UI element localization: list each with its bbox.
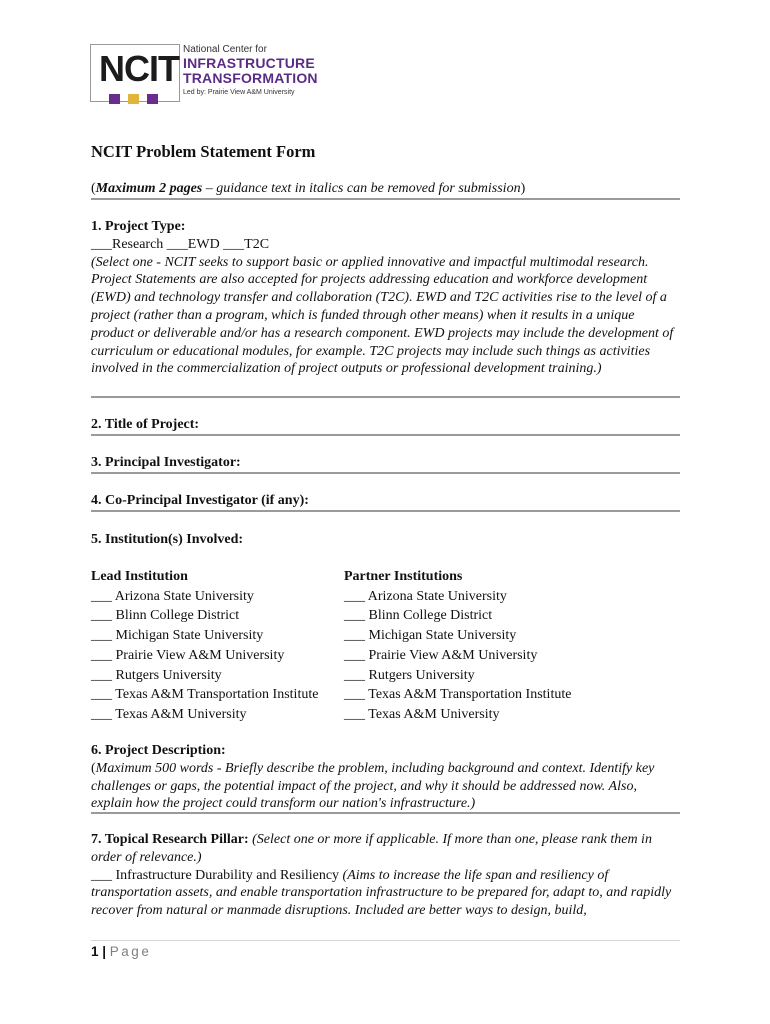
footer-separator: |: [98, 944, 110, 959]
list-item[interactable]: ___ Prairie View A&M University: [344, 647, 538, 663]
partner-institutions-heading: Partner Institutions: [344, 569, 463, 584]
page-label: Page: [109, 944, 152, 959]
list-item[interactable]: ___ Texas A&M Transportation Institute: [344, 687, 572, 703]
lead-institution-list: [91, 567, 318, 725]
logo-line-2: INFRASTRUCTURE: [183, 55, 315, 71]
project-type-note: (Select one - NCIT seeks to support basic or applied innovative and impactful multimodal research. Project Statements are also accepted for projects addressing education and workforce development (EWD) and technology transfer and collaboration (T2C). EWD and T2C activities rise to the level of a project (rather than a program, which is funded through other means) when it results in a unique product or deliverable and/or has a research component. EWD projects may include the development of curriculum or educational modules, for example. T2C projects may include such things as activities involved in the commercialization of project outputs or professional development training.): [91, 254, 674, 377]
divider: [91, 812, 680, 814]
section-heading: 6. Project Description:: [91, 743, 226, 758]
list-item[interactable]: ___ Rutgers University: [91, 667, 222, 683]
list-item[interactable]: ___ Blinn College District: [344, 608, 493, 624]
lead-institution-heading: Lead Institution: [91, 569, 188, 584]
divider: [91, 198, 680, 200]
divider: [91, 510, 680, 512]
divider: [91, 472, 680, 474]
guidance-open: (: [91, 181, 96, 196]
section-project-description: [91, 742, 681, 813]
list-item[interactable]: ___ Rutgers University: [344, 667, 475, 683]
section-project-type: [91, 218, 681, 378]
list-item[interactable]: ___ Prairie View A&M University: [91, 647, 285, 663]
logo-squares-icon: [109, 91, 166, 109]
research-pillar-note: (Select one or more if applicable. If more than one, please rank them in order of relevance.): [91, 832, 652, 865]
institutions-label: 5. Institution(s) Involved:: [91, 532, 244, 547]
list-item[interactable]: ___ Texas A&M University: [344, 706, 500, 722]
principal-investigator-label: 3. Principal Investigator:: [91, 455, 241, 470]
page-footer: [91, 944, 151, 959]
list-item[interactable]: ___ Michigan State University: [344, 628, 517, 644]
logo-line-4: Led by: Prairie View A&M University: [183, 89, 295, 96]
list-item[interactable]: ___ Texas A&M Transportation Institute: [91, 687, 319, 703]
pillar-item-note: (Aims to increase the life span and resiliency of transportation assets, and enable transportation infrastructure to be prepared for, adapt to, and rapidly recover from natural or manmade disruptions. Included are better ways to design, build,: [91, 867, 672, 919]
guidance-close: ): [520, 181, 526, 196]
page-title: NCIT Problem Statement Form: [91, 142, 316, 161]
guidance-bold: Maximum 2 pages: [95, 181, 203, 196]
co-pi-label: 4. Co-Principal Investigator (if any):: [91, 493, 309, 508]
list-item[interactable]: [91, 867, 681, 920]
logo-line-1: National Center for: [183, 44, 267, 55]
section-heading: 7. Topical Research Pillar:: [91, 832, 249, 847]
research-pillar-intro: [91, 831, 681, 867]
title-of-project-label: 2. Title of Project:: [91, 417, 200, 432]
partner-institutions-list: [344, 567, 571, 725]
divider: [91, 434, 680, 436]
logo-mark-text: NCIT: [99, 48, 179, 89]
footer-divider: [91, 940, 680, 941]
pillar-item-label: ___ Infrastructure Durability and Resiliency: [91, 867, 340, 883]
list-item[interactable]: ___ Texas A&M University: [91, 706, 247, 722]
note-text: Maximum 500 words - Briefly describe the problem, including background and context. Identify key challenges or gaps, the potential impact of the project, and why it should be addressed now. Also, explain how the project could transform our nation's infrastructure.): [91, 760, 655, 812]
list-item[interactable]: ___ Arizona State University: [344, 588, 507, 604]
logo-mark: [90, 44, 180, 102]
page-number: 1: [91, 944, 99, 959]
divider: [91, 396, 680, 398]
note-open: (: [91, 760, 96, 776]
list-item[interactable]: ___ Michigan State University: [91, 628, 264, 644]
section-heading: 1. Project Type:: [91, 219, 186, 234]
guidance-note: [91, 180, 681, 198]
ncit-logo: [90, 44, 318, 102]
logo-wordmark: [183, 44, 318, 98]
project-type-options[interactable]: ___Research ___EWD ___T2C: [91, 236, 270, 252]
guidance-italic: – guidance text in italics can be removed for submission: [202, 181, 521, 196]
project-description-note: [91, 760, 681, 813]
logo-line-3: TRANSFORMATION: [183, 70, 318, 86]
section-research-pillar: [91, 831, 681, 920]
list-item[interactable]: ___ Blinn College District: [91, 608, 240, 624]
list-item[interactable]: ___ Arizona State University: [91, 588, 254, 604]
